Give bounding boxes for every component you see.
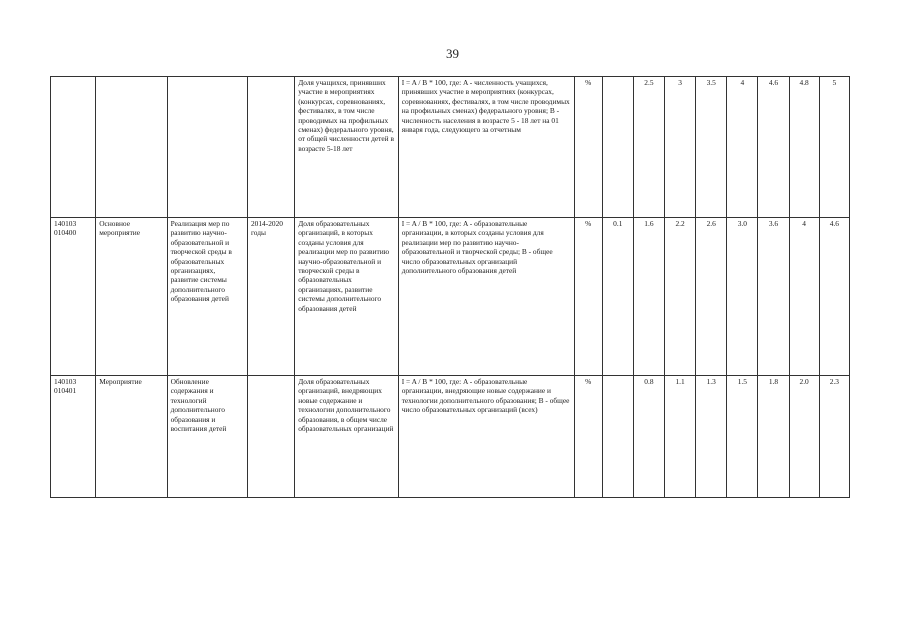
value-cell: 4: [789, 218, 819, 376]
value-cell: 2.6: [696, 218, 727, 376]
indicator-cell: Доля образовательных организаций, внедряющих новые содержание и технологии дополнительного образования, в общем числе образовательных организаций: [295, 376, 399, 498]
value-cell: [602, 77, 633, 218]
type-cell: Основное мероприятие: [96, 218, 167, 376]
unit-cell: %: [574, 218, 602, 376]
table-row: [51, 218, 850, 376]
name-cell: [167, 77, 247, 218]
indicator-cell: Доля образовательных организаций, в которых созданы условия для реализации мер по развитию научно-образовательной и творческой среды в образовательных организациях, развитие системы дополнительного образования детей: [295, 218, 399, 376]
value-cell: 0.1: [602, 218, 633, 376]
unit-cell: %: [574, 77, 602, 218]
value-cell: 4.8: [789, 77, 819, 218]
value-cell: 1.3: [696, 376, 727, 498]
formula-cell: I = A / B * 100, где: A - образовательные организации, в которых созданы условия для реализации мер по развитию научно-образовательной и творческой среды; B - общее число образовательных организаций дополнительного образования детей: [398, 218, 574, 376]
value-cell: 4.6: [819, 218, 849, 376]
value-cell: 3.6: [758, 218, 789, 376]
code-cell: 140103 010400: [51, 218, 96, 376]
value-cell: 2.3: [819, 376, 849, 498]
period-cell: [247, 77, 294, 218]
period-cell: [247, 376, 294, 498]
value-cell: 1.5: [727, 376, 758, 498]
value-cell: 1.1: [665, 376, 696, 498]
value-cell: 3.5: [696, 77, 727, 218]
value-cell: 2.0: [789, 376, 819, 498]
table-row: [51, 77, 850, 218]
formula-cell: I = A / B * 100, где: A - численность учащихся, принявших участие в мероприятиях (конкурсах, соревнованиях, фестивалях, в том числе проводимых на профильных сменах) федерального уровня; B - численность населения в возрасте 5 - 18 лет на 01 января года, следующего за отчетным: [398, 77, 574, 218]
indicator-cell: Доля учащихся, принявших участие в мероприятиях (конкурсах, соревнованиях, фестивалях, в том числе проводимых на профильных сменах) федерального уровня, от общей численности детей в возрасте 5-18 лет: [295, 77, 399, 218]
formula-cell: I = A / B * 100, где: A - образовательные организации, внедряющие новые содержание и технологии дополнительного образования; B - общее число образовательных организаций (всех): [398, 376, 574, 498]
name-cell: Реализация мер по развитию научно-образовательной и творческой среды в образовательных организациях, развитие системы дополнительного образования детей: [167, 218, 247, 376]
value-cell: 0.8: [633, 376, 664, 498]
indicators-table: [50, 76, 850, 498]
period-cell: 2014-2020 годы: [247, 218, 294, 376]
value-cell: 4: [727, 77, 758, 218]
code-cell: 140103 010401: [51, 376, 96, 498]
value-cell: 2.5: [633, 77, 664, 218]
value-cell: [602, 376, 633, 498]
value-cell: 1.8: [758, 376, 789, 498]
value-cell: 3.0: [727, 218, 758, 376]
type-cell: Мероприятие: [96, 376, 167, 498]
value-cell: 4.6: [758, 77, 789, 218]
code-cell: [51, 77, 96, 218]
type-cell: [96, 77, 167, 218]
page-number: 39: [446, 46, 459, 61]
value-cell: 2.2: [665, 218, 696, 376]
unit-cell: %: [574, 376, 602, 498]
table-row: [51, 376, 850, 498]
value-cell: 3: [665, 77, 696, 218]
name-cell: Обновление содержания и технологий дополнительного образования и воспитания детей: [167, 376, 247, 498]
value-cell: 5: [819, 77, 849, 218]
value-cell: 1.6: [633, 218, 664, 376]
